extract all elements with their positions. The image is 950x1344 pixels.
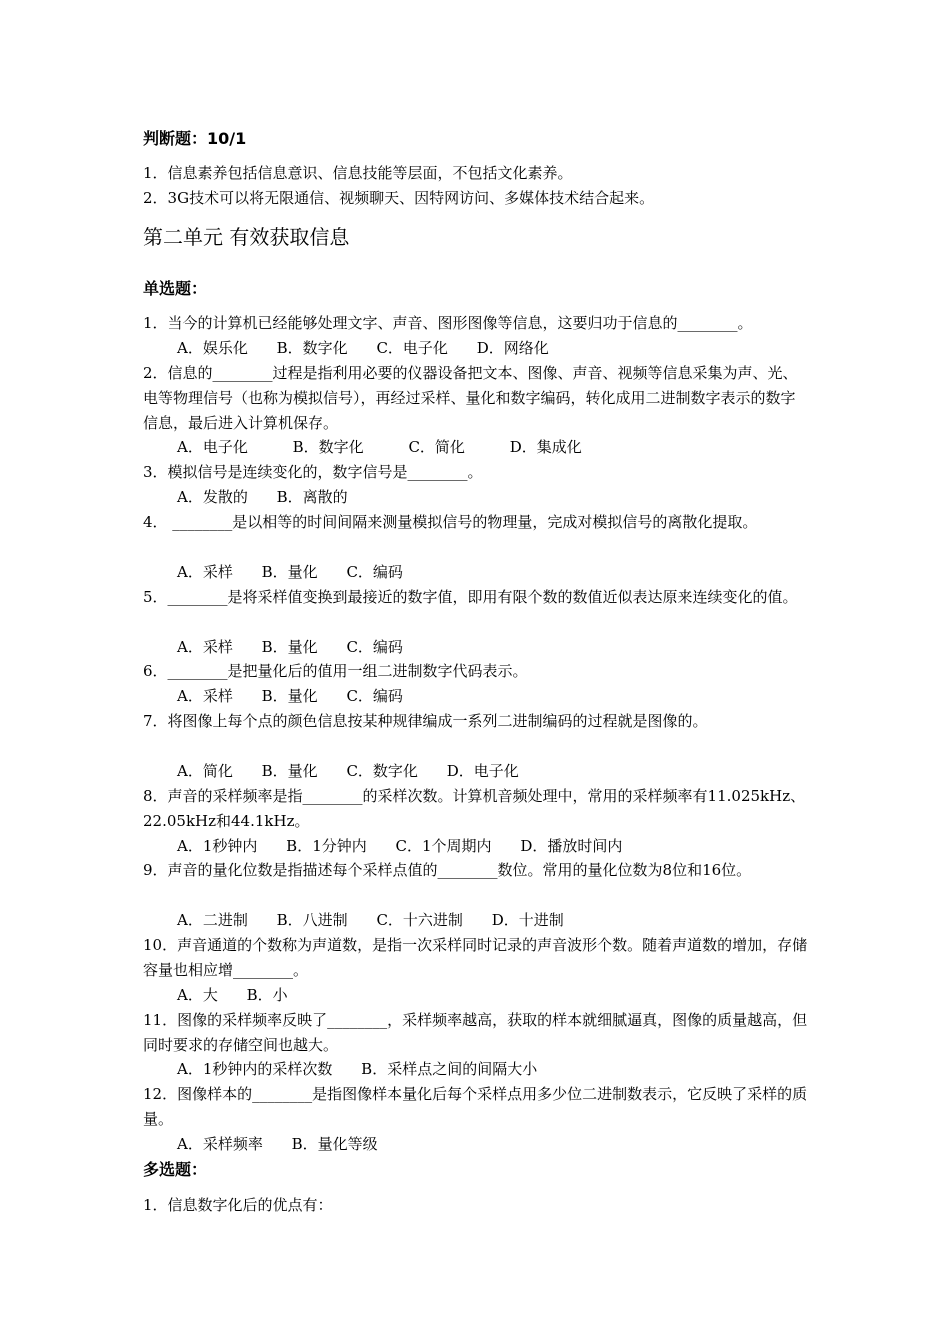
unit-title: 第二单元 有效获取信息 bbox=[143, 225, 350, 249]
option: B．数字化 bbox=[276, 339, 348, 357]
options-12 bbox=[143, 1132, 810, 1157]
options-9 bbox=[143, 908, 810, 933]
options-7 bbox=[143, 759, 810, 784]
question-12: 12．图像样本的________是指图像样本量化后每个采样点用多少位二进制数表示，它反映了采样的质量。 bbox=[143, 1085, 808, 1128]
question-4: 4． ________是以相等的时间间隔来测量模拟信号的物理量，完成对模拟信号的离散化提取。 bbox=[143, 513, 758, 531]
option: B．八进制 bbox=[276, 911, 348, 929]
option: B．量化 bbox=[261, 563, 318, 581]
option: C．简化 bbox=[408, 438, 465, 456]
option: D．十进制 bbox=[491, 911, 564, 929]
option: A．1秒钟内 bbox=[177, 837, 258, 855]
option: D．集成化 bbox=[509, 438, 582, 456]
multi-choice-heading: 多选题： bbox=[143, 1160, 208, 1179]
question-9: 9．声音的量化位数是指描述每个采样点值的________数位。常用的量化位数为8位和16位。 bbox=[143, 861, 752, 879]
option: A．采样 bbox=[177, 563, 233, 581]
question-11: 11．图像的采样频率反映了________，采样频率越高，获取的样本就细腻逼真，图像的质量越高，但同时要求的存储空间也越大。 bbox=[143, 1011, 808, 1054]
option: C．十六进制 bbox=[376, 911, 463, 929]
question-6: 6．________是把量化后的值用一组二进制数字代码表示。 bbox=[143, 662, 528, 680]
option: B．量化 bbox=[261, 638, 318, 656]
option: B．数字化 bbox=[292, 438, 364, 456]
option: A．1秒钟内的采样次数 bbox=[177, 1060, 333, 1078]
option: C．电子化 bbox=[376, 339, 448, 357]
judge-item: 1．信息素养包括信息意识、信息技能等层面，不包括文化素养。 bbox=[143, 164, 573, 182]
option: B．采样点之间的间隔大小 bbox=[361, 1060, 538, 1078]
option: B．小 bbox=[246, 986, 288, 1004]
question-8: 8．声音的采样频率是指________的采样次数。计算机音频处理中，常用的采样频率有11.025kHz、22.05kHz和44.1kHz。 bbox=[143, 787, 806, 830]
judge-item: 2．3G技术可以将无限通信、视频聊天、因特网访问、多媒体技术结合起来。 bbox=[143, 189, 655, 207]
option: B．1分钟内 bbox=[286, 837, 367, 855]
option: A．大 bbox=[177, 986, 218, 1004]
option: A．采样 bbox=[177, 687, 233, 705]
option: D．网络化 bbox=[476, 339, 549, 357]
question-3: 3．模拟信号是连续变化的，数字信号是________。 bbox=[143, 463, 483, 481]
options-11 bbox=[143, 1057, 810, 1082]
option: A．发散的 bbox=[177, 488, 248, 506]
options-2 bbox=[143, 435, 810, 460]
option: A．娱乐化 bbox=[177, 339, 248, 357]
option: A．采样 bbox=[177, 638, 233, 656]
option: B．量化 bbox=[261, 762, 318, 780]
option: A．二进制 bbox=[177, 911, 248, 929]
options-3 bbox=[143, 485, 810, 510]
question-1: 1．当今的计算机已经能够处理文字、声音、图形图像等信息，这要归功于信息的________。 bbox=[143, 314, 753, 332]
options-4 bbox=[143, 560, 810, 585]
question-7: 7．将图像上每个点的颜色信息按某种规律编成一系列二进制编码的过程就是图像的。 bbox=[143, 712, 708, 730]
option: A．电子化 bbox=[177, 438, 248, 456]
options-8 bbox=[143, 834, 810, 859]
multi-question-1: 1．信息数字化后的优点有： bbox=[143, 1196, 333, 1214]
options-1 bbox=[143, 336, 810, 361]
option: B．量化等级 bbox=[291, 1135, 378, 1153]
options-6 bbox=[143, 684, 810, 709]
option: A．采样频率 bbox=[177, 1135, 263, 1153]
option: A．简化 bbox=[177, 762, 233, 780]
question-10: 10．声音通道的个数称为声道数，是指一次采样同时记录的声音波形个数。随着声道数的增加，存储容量也相应增________。 bbox=[143, 936, 808, 979]
options-5 bbox=[143, 635, 810, 660]
question-5: 5．________是将采样值变换到最接近的数字值，即用有限个数的数值近似表达原来连续变化的值。 bbox=[143, 588, 798, 606]
question-2: 2．信息的________过程是指利用必要的仪器设备把文本、图像、声音、视频等信息采集为声、光、电等物理信号（也称为模拟信号），再经过采样、量化和数字编码，转化成用二进制数字表示的数字信息，最后进入计算机保存。 bbox=[143, 364, 798, 432]
judge-heading: 判断题：10/1 bbox=[143, 129, 247, 148]
option: C．1个周期内 bbox=[395, 837, 492, 855]
option: B．离散的 bbox=[276, 488, 348, 506]
option: C．编码 bbox=[346, 638, 403, 656]
single-choice-heading: 单选题： bbox=[143, 279, 208, 298]
option: C．数字化 bbox=[346, 762, 418, 780]
option: D．播放时间内 bbox=[520, 837, 623, 855]
option: D．电子化 bbox=[446, 762, 519, 780]
option: B．量化 bbox=[261, 687, 318, 705]
option: C．编码 bbox=[346, 687, 403, 705]
option: C．编码 bbox=[346, 563, 403, 581]
options-10 bbox=[143, 983, 810, 1008]
